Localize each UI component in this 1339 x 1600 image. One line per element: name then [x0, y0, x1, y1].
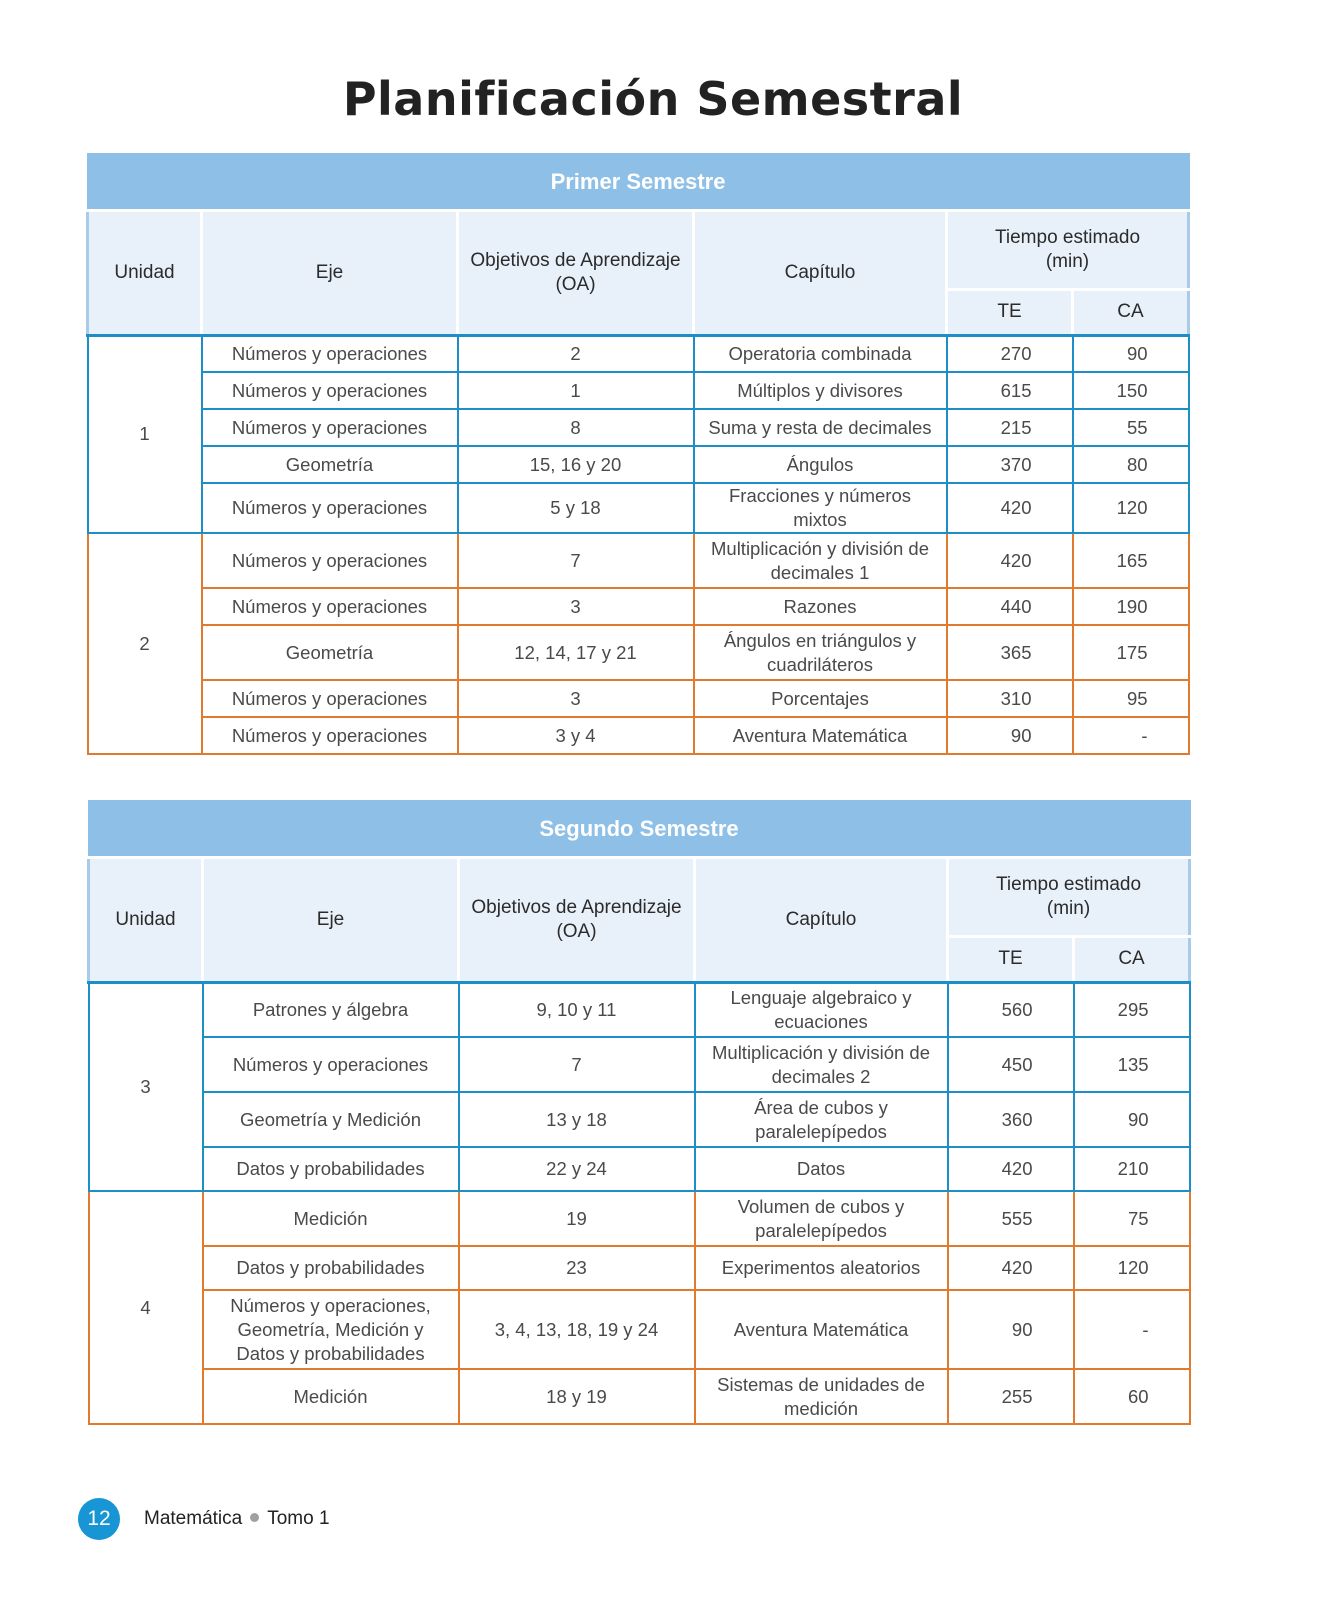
table-row	[88, 335, 1189, 372]
cell-te: 420	[948, 1246, 1074, 1290]
cell-eje: Números y operaciones	[202, 483, 458, 533]
cell-oa: 13 y 18	[459, 1092, 695, 1147]
cell-oa: 3	[458, 588, 694, 625]
unit-number: 1	[88, 335, 202, 533]
header-oa: Objetivos de Aprendizaje (OA)	[459, 857, 695, 982]
cell-oa: 8	[458, 409, 694, 446]
cell-ca: 60	[1074, 1369, 1190, 1424]
cell-capitulo: Fracciones y números mixtos	[694, 483, 947, 533]
cell-oa: 18 y 19	[459, 1369, 695, 1424]
cell-oa: 5 y 18	[458, 483, 694, 533]
unit-number: 3	[89, 982, 203, 1191]
table-row	[89, 1369, 1190, 1424]
cell-te: 420	[948, 1147, 1074, 1191]
cell-ca: -	[1074, 1290, 1190, 1369]
table-row	[88, 483, 1189, 533]
cell-oa: 3 y 4	[458, 717, 694, 754]
cell-te: 360	[948, 1092, 1074, 1147]
cell-capitulo: Múltiplos y divisores	[694, 372, 947, 409]
page-number-badge: 12	[78, 1498, 120, 1540]
footer-volume: Tomo 1	[267, 1508, 330, 1529]
cell-capitulo: Área de cubos y paralelepípedos	[695, 1092, 948, 1147]
cell-ca: 175	[1073, 625, 1189, 680]
unit-number: 4	[89, 1191, 203, 1424]
table-row	[89, 982, 1190, 1037]
cell-eje: Medición	[203, 1191, 459, 1246]
cell-capitulo: Sistemas de unidades de medición	[695, 1369, 948, 1424]
cell-oa: 12, 14, 17 y 21	[458, 625, 694, 680]
cell-oa: 3, 4, 13, 18, 19 y 24	[459, 1290, 695, 1369]
header-tiempo: Tiempo estimado (min)	[948, 857, 1190, 936]
cell-ca: 120	[1073, 483, 1189, 533]
cell-eje: Datos y probabilidades	[203, 1147, 459, 1191]
cell-oa: 3	[458, 680, 694, 717]
cell-eje: Números y operaciones	[202, 335, 458, 372]
cell-oa: 1	[458, 372, 694, 409]
table-row	[88, 625, 1189, 680]
table-row	[88, 372, 1189, 409]
cell-eje: Números y operaciones	[202, 533, 458, 588]
cell-oa: 22 y 24	[459, 1147, 695, 1191]
cell-capitulo: Ángulos	[694, 446, 947, 483]
table-row	[88, 409, 1189, 446]
cell-ca: 150	[1073, 372, 1189, 409]
cell-capitulo: Suma y resta de decimales	[694, 409, 947, 446]
table-row	[88, 533, 1189, 588]
header-te: TE	[947, 289, 1073, 335]
cell-ca: 210	[1074, 1147, 1190, 1191]
cell-eje: Datos y probabilidades	[203, 1246, 459, 1290]
table-row	[89, 1290, 1190, 1369]
header-ca: CA	[1074, 936, 1190, 982]
cell-te: 450	[948, 1037, 1074, 1092]
cell-oa: 7	[458, 533, 694, 588]
cell-te: 615	[947, 372, 1073, 409]
page-footer	[78, 1498, 330, 1540]
cell-te: 440	[947, 588, 1073, 625]
cell-capitulo: Volumen de cubos y paralelepípedos	[695, 1191, 948, 1246]
cell-eje: Geometría	[202, 446, 458, 483]
cell-eje: Números y operaciones	[202, 588, 458, 625]
header-eje: Eje	[202, 210, 458, 335]
table-row	[88, 717, 1189, 754]
cell-te: 90	[947, 717, 1073, 754]
table-row	[89, 1246, 1190, 1290]
cell-oa: 15, 16 y 20	[458, 446, 694, 483]
table-row	[89, 1191, 1190, 1246]
cell-oa: 2	[458, 335, 694, 372]
semester-title: Primer Semestre	[88, 154, 1189, 210]
cell-eje: Números y operaciones	[203, 1037, 459, 1092]
cell-eje: Números y operaciones	[202, 372, 458, 409]
cell-ca: 95	[1073, 680, 1189, 717]
cell-capitulo: Datos	[695, 1147, 948, 1191]
cell-eje: Patrones y álgebra	[203, 982, 459, 1037]
cell-oa: 23	[459, 1246, 695, 1290]
header-unidad: Unidad	[89, 857, 203, 982]
cell-eje: Geometría y Medición	[203, 1092, 459, 1147]
cell-oa: 9, 10 y 11	[459, 982, 695, 1037]
cell-capitulo: Operatoria combinada	[694, 335, 947, 372]
cell-te: 215	[947, 409, 1073, 446]
cell-ca: 55	[1073, 409, 1189, 446]
table-row	[88, 680, 1189, 717]
footer-subject: Matemática	[144, 1508, 243, 1529]
cell-eje: Números y operaciones	[202, 717, 458, 754]
cell-eje: Números y operaciones	[202, 680, 458, 717]
cell-te: 420	[947, 533, 1073, 588]
header-eje: Eje	[203, 857, 459, 982]
cell-ca: 120	[1074, 1246, 1190, 1290]
table-row	[88, 446, 1189, 483]
cell-te: 560	[948, 982, 1074, 1037]
cell-te: 420	[947, 483, 1073, 533]
header-capitulo: Capítulo	[694, 210, 947, 335]
cell-ca: 90	[1074, 1092, 1190, 1147]
footer-text	[144, 1508, 330, 1530]
cell-ca: 80	[1073, 446, 1189, 483]
header-unidad: Unidad	[88, 210, 202, 335]
cell-capitulo: Multiplicación y división de decimales 1	[694, 533, 947, 588]
cell-ca: 135	[1074, 1037, 1190, 1092]
header-capitulo: Capítulo	[695, 857, 948, 982]
cell-te: 365	[947, 625, 1073, 680]
cell-capitulo: Multiplicación y división de decimales 2	[695, 1037, 948, 1092]
table-row	[89, 1147, 1190, 1191]
cell-oa: 19	[459, 1191, 695, 1246]
table-row	[88, 588, 1189, 625]
cell-capitulo: Razones	[694, 588, 947, 625]
header-te: TE	[948, 936, 1074, 982]
cell-te: 255	[948, 1369, 1074, 1424]
cell-capitulo: Aventura Matemática	[694, 717, 947, 754]
page-title: Planificación Semestral	[342, 72, 964, 126]
cell-ca: 295	[1074, 982, 1190, 1037]
first-semester-body	[88, 154, 1189, 754]
first-semester-table	[86, 153, 1190, 755]
cell-capitulo: Aventura Matemática	[695, 1290, 948, 1369]
cell-eje: Números y operaciones	[202, 409, 458, 446]
second-semester-table	[87, 800, 1191, 1425]
cell-oa: 7	[459, 1037, 695, 1092]
cell-eje: Geometría	[202, 625, 458, 680]
cell-ca: 90	[1073, 335, 1189, 372]
cell-te: 555	[948, 1191, 1074, 1246]
second-semester-body	[89, 801, 1190, 1424]
semester-title: Segundo Semestre	[89, 801, 1190, 857]
header-oa: Objetivos de Aprendizaje (OA)	[458, 210, 694, 335]
cell-capitulo: Porcentajes	[694, 680, 947, 717]
bullet-dot-icon	[250, 1513, 259, 1522]
table-row	[89, 1037, 1190, 1092]
table-row	[89, 1092, 1190, 1147]
unit-number: 2	[88, 533, 202, 754]
cell-ca: 190	[1073, 588, 1189, 625]
cell-ca: 75	[1074, 1191, 1190, 1246]
cell-eje: Números y operaciones, Geometría, Medición y Datos y probabilidades	[203, 1290, 459, 1369]
cell-te: 90	[948, 1290, 1074, 1369]
cell-ca: -	[1073, 717, 1189, 754]
header-ca: CA	[1073, 289, 1189, 335]
cell-te: 370	[947, 446, 1073, 483]
cell-capitulo: Experimentos aleatorios	[695, 1246, 948, 1290]
cell-capitulo: Ángulos en triángulos y cuadriláteros	[694, 625, 947, 680]
header-tiempo: Tiempo estimado (min)	[947, 210, 1189, 289]
cell-ca: 165	[1073, 533, 1189, 588]
cell-te: 270	[947, 335, 1073, 372]
cell-te: 310	[947, 680, 1073, 717]
cell-eje: Medición	[203, 1369, 459, 1424]
cell-capitulo: Lenguaje algebraico y ecuaciones	[695, 982, 948, 1037]
